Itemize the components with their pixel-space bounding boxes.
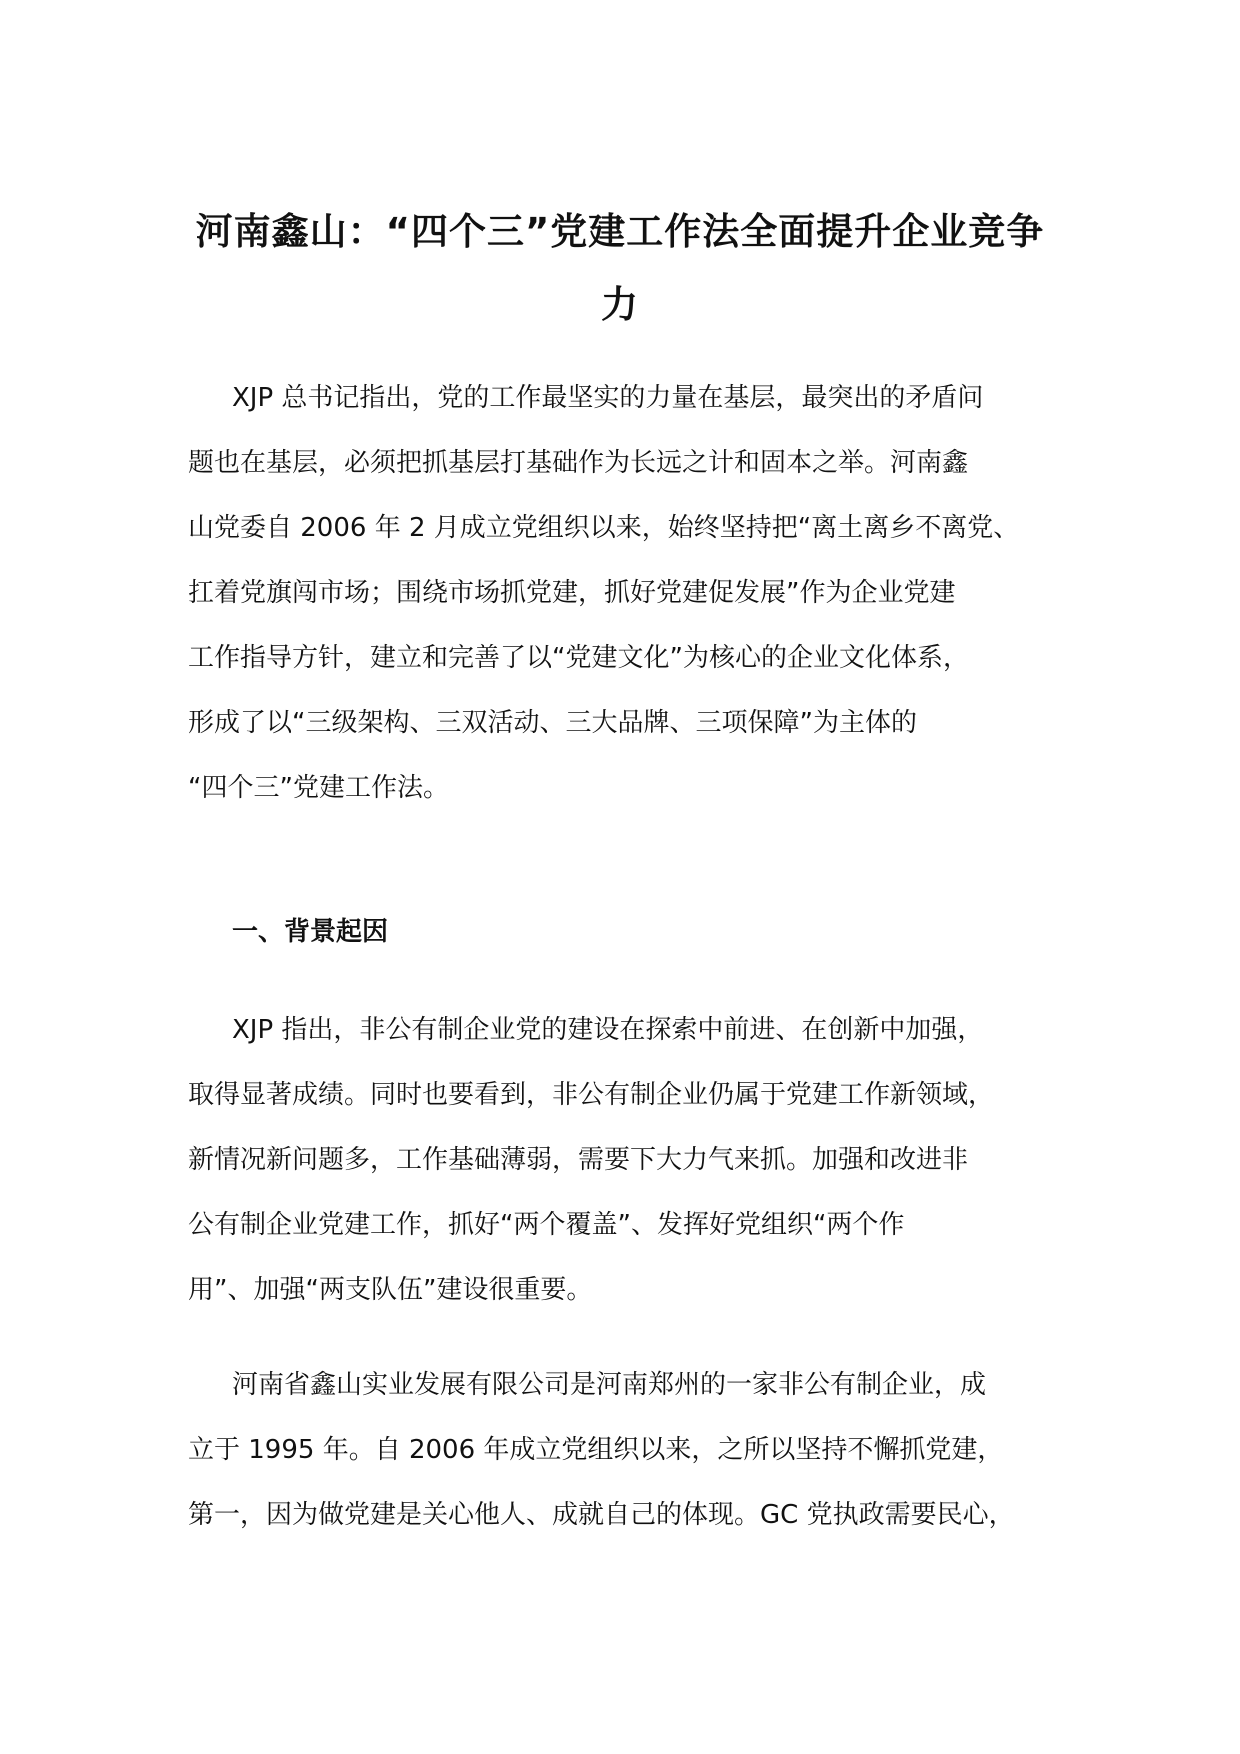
paragraph-line: 立于 1995 年。自 2006 年成立党组织以来，之所以坚持不懈抓党建，	[188, 1435, 1004, 1465]
title-line: 河南鑫山：“四个三”党建工作法全面提升企业竞争	[195, 210, 1045, 253]
paragraph-line: 公有制企业党建工作，抓好“两个覆盖”、发挥好党组织“两个作	[188, 1210, 905, 1240]
document-title	[180, 195, 1060, 341]
section1-paragraph-1	[188, 998, 1068, 1323]
paragraph-line: 题也在基层，必须把抓基层打基础作为长远之计和固本之举。河南鑫	[188, 448, 969, 478]
intro-paragraph	[188, 366, 1068, 821]
paragraph-line: 用”、加强“两支队伍”建设很重要。	[188, 1275, 593, 1305]
paragraph-line: 第一，因为做党建是关心他人、成就自己的体现。GC 党执政需要民心，	[188, 1500, 1015, 1530]
section1-paragraph-2	[188, 1353, 1068, 1548]
paragraph-line: 河南省鑫山实业发展有限公司是河南郑州的一家非公有制企业，成	[232, 1370, 987, 1400]
paragraph-line: 扛着党旗闯市场；围绕市场抓党建，抓好党建促发展”作为企业党建	[188, 578, 956, 608]
title-line: 力	[601, 283, 639, 326]
paragraph-line: 工作指导方针，建立和完善了以“党建文化”为核心的企业文化体系，	[188, 643, 969, 673]
paragraph-line: “四个三”党建工作法。	[188, 773, 449, 803]
paragraph-line: 山党委自 2006 年 2 月成立党组织以来，始终坚持把“离土离乡不离党、	[188, 513, 1020, 543]
paragraph-line: 形成了以“三级架构、三双活动、三大品牌、三项保障”为主体的	[188, 708, 917, 738]
paragraph-line: XJP 总书记指出，党的工作最坚实的力量在基层，最突出的矛盾问	[232, 383, 984, 413]
paragraph-line: XJP 指出，非公有制企业党的建设在探索中前进、在创新中加强，	[232, 1015, 984, 1045]
section-heading: 一、背景起因	[232, 917, 389, 947]
paragraph-line: 取得显著成绩。同时也要看到，非公有制企业仍属于党建工作新领域，	[188, 1080, 995, 1110]
paragraph-line: 新情况新问题多，工作基础薄弱，需要下大力气来抓。加强和改进非	[188, 1145, 969, 1175]
